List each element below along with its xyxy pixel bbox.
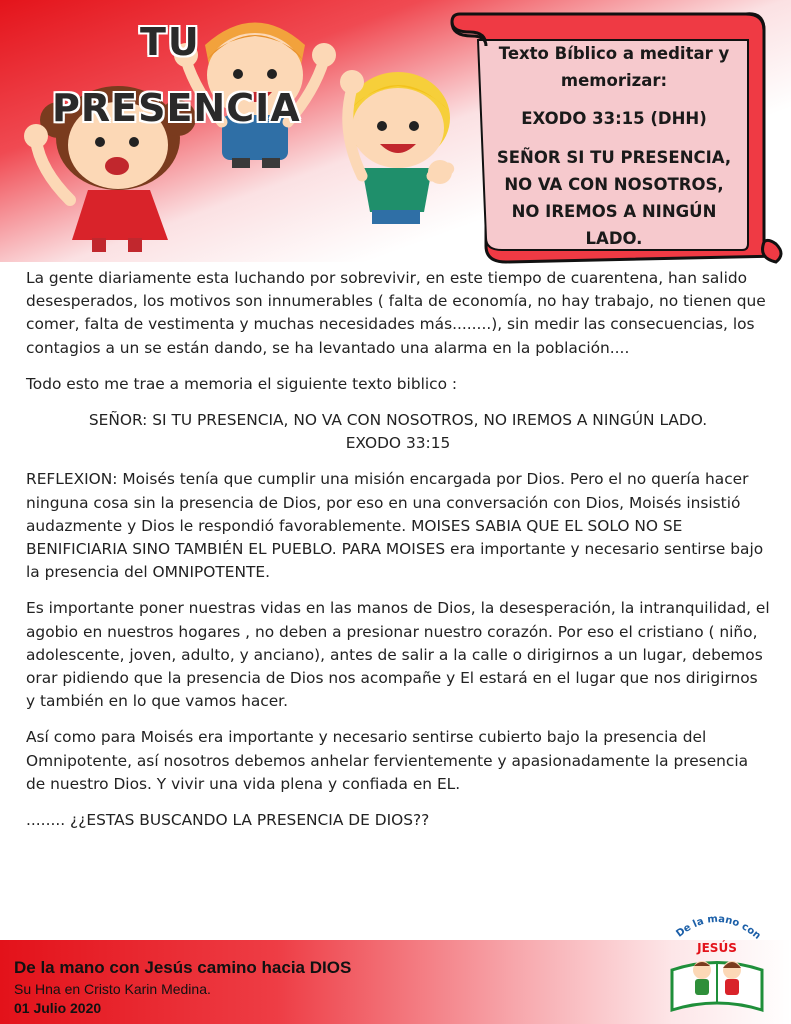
scroll-content bbox=[486, 40, 742, 252]
scroll-heading-line1: Texto Bíblico a meditar y bbox=[498, 44, 730, 63]
title-line-2: PRESENCIA bbox=[52, 86, 301, 130]
scroll-heading bbox=[486, 40, 742, 94]
logo-text-top: De la mano con bbox=[674, 913, 763, 942]
scroll-verse-line1: SEÑOR SI TU PRESENCIA, bbox=[496, 148, 732, 167]
children-illustration bbox=[0, 0, 480, 262]
bible-quote bbox=[26, 409, 770, 455]
closing-question: ........ ¿¿ESTAS BUSCANDO LA PRESENCIA DE DIOS?? bbox=[26, 811, 430, 830]
paragraph-5: Así como para Moisés era importante y necesario sentirse cubierto bajo la presencia del Omnipotente, así nosotros debemos anhelar fervientemente y apasionadamente la presencia de nuestro Dios. Y vivir una vida plena y confiada en EL. bbox=[26, 728, 749, 793]
paragraph-3: REFLEXION: Moisés tenía que cumplir una misión encargada por Dios. Pero el no quería hacer ninguna cosa sin la presencia de Dios, por eso en una conversación con Dios, Moisés insistió audazmente y Dios le respondió favorablemente. MOISES SABIA QUE EL SOLO NO SE BENIFICIARIA SINO TAMBIÉN EL PUEBLO. PARA MOISES era importante y necesario sentirse bajo la presencia del OMNIPOTENTE. bbox=[26, 470, 764, 582]
scroll-reference: EXODO 33:15 (DHH) bbox=[521, 109, 707, 128]
bible-quote-text: SEÑOR: SI TU PRESENCIA, NO VA CON NOSOTROS, NO IREMOS A NINGÚN LADO. bbox=[88, 411, 708, 430]
paragraph-1: La gente diariamente esta luchando por sobrevivir, en este tiempo de cuarentena, han salido desesperados, los motivos son innumerables ( falta de economía, no hay trabajo, no tienen que comer, falta de vestimenta y muchas necesidades más........), sin medir las consecuencias, los contagios a un se están dando, se ha levantado una alarma en la población.... bbox=[26, 269, 766, 357]
bible-quote-reference: EXODO 33:15 bbox=[345, 434, 451, 453]
footer-slogan: De la mano con Jesús camino hacia DIOS bbox=[14, 958, 352, 977]
scroll-verse-line4: LADO. bbox=[585, 229, 643, 248]
paragraph-2: Todo esto me trae a memoria el siguiente texto biblico : bbox=[26, 374, 458, 393]
scroll-verse-line2: NO VA CON NOSOTROS, bbox=[504, 175, 724, 194]
boy-right-figure bbox=[340, 70, 452, 224]
logo-text-name: JESÚS bbox=[697, 941, 737, 955]
article-body bbox=[26, 267, 770, 845]
scroll-verse bbox=[486, 144, 742, 252]
title-line-1: TU bbox=[140, 20, 201, 64]
svg-text:De la mano con bbox=[674, 914, 762, 942]
paragraph-4: Es importante poner nuestras vidas en las manos de Dios, la desesperación, la intranquilidad, el agobio en nuestros hogares , no deben a presionar nuestro corazón. Por eso el cristiano ( niño, adolescente, joven, adulto, y anciano), antes de salir a la calle o dirigirnos a un lugar, debemos orar pidiendo que la presencia de Dios nos acompañe y El estará en el lugar que nos dirigirnos y también en lo que vamos hacer. bbox=[26, 599, 770, 711]
footer-date: 01 Julio 2020 bbox=[14, 1000, 102, 1016]
scroll-verse-line3: NO IREMOS A NINGÚN bbox=[511, 202, 717, 221]
scroll-heading-line2: memorizar: bbox=[560, 71, 668, 90]
footer-author: Su Hna en Cristo Karin Medina. bbox=[14, 981, 211, 997]
ministry-logo bbox=[662, 900, 772, 1020]
